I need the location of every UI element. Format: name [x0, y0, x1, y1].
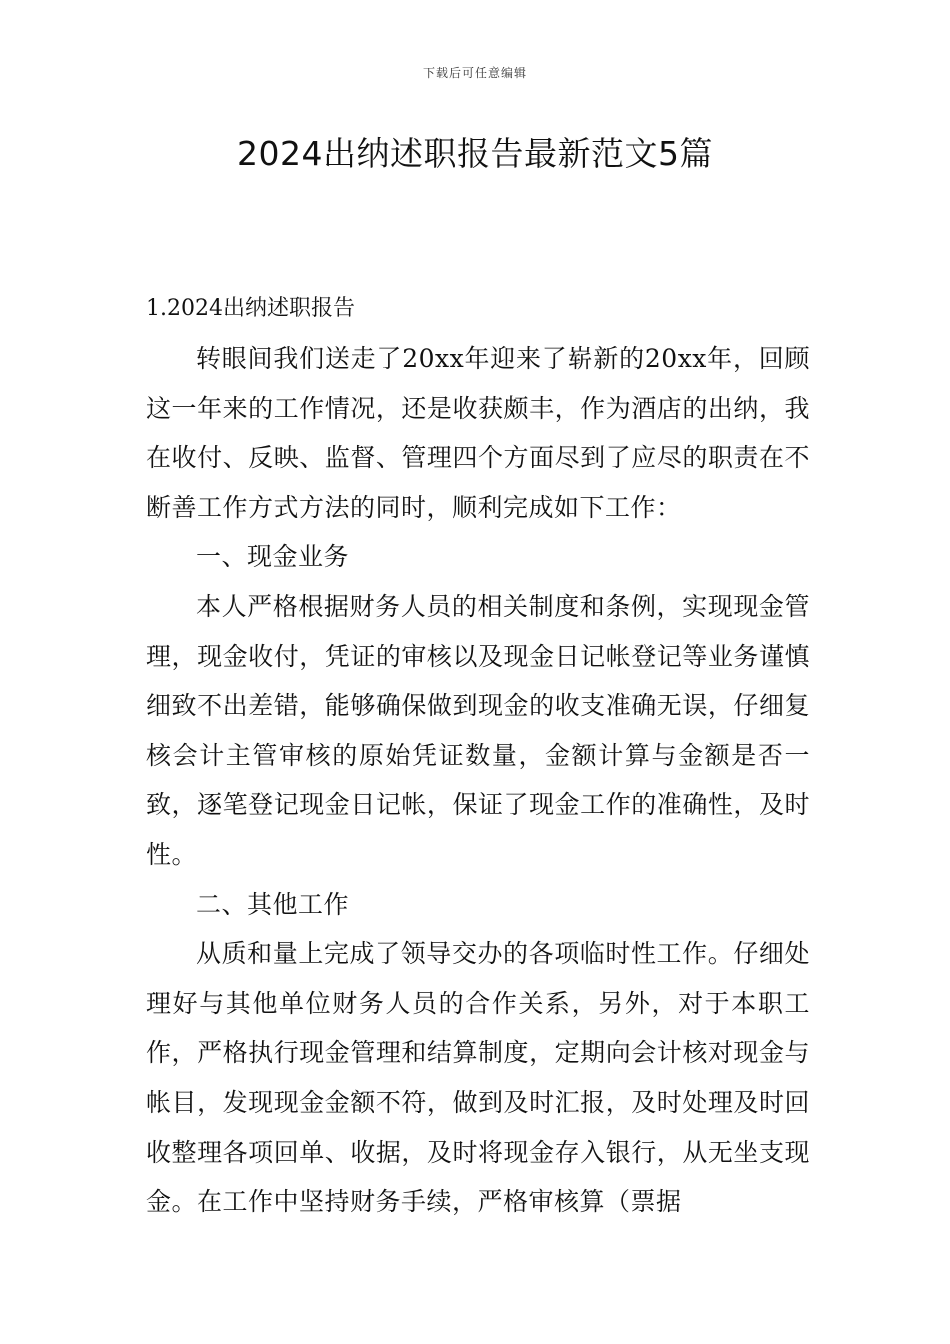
- subheading-other-work: 二、其他工作: [196, 889, 350, 919]
- subheading-cash-business: 一、现金业务: [196, 542, 350, 572]
- document-body: [146, 284, 810, 1227]
- header-note: 下载后可任意编辑: [422, 66, 527, 80]
- document-title: 2024出纳述职报告最新范文5篇: [237, 134, 713, 173]
- paragraph-cash-business: 本人严格根据财务人员的相关制度和条例，实现现金管理，现金收付，凭证的审核以及现金日记帐登记等业务谨慎细致不出差错，能够确保做到现金的收支准确无误，仔细复核会计主管审核的原始凭证数量，金额计算与金额是否一致，逐笔登记现金日记帐，保证了现金工作的准确性，及时性。: [146, 591, 810, 869]
- section-heading: 1.2024出纳述职报告: [146, 296, 355, 321]
- paragraph-intro: 转眼间我们送走了20xx年迎来了崭新的20xx年，回顾这一年来的工作情况，还是收获颇丰，作为酒店的出纳，我在收付、反映、监督、管理四个方面尽到了应尽的职责在不断善工作方式方法的同时，顺利完成如下工作：: [146, 344, 810, 522]
- paragraph-other-work: 从质和量上完成了领导交办的各项临时性工作。仔细处理好与其他单位财务人员的合作关系，另外，对于本职工作，严格执行现金管理和结算制度，定期向会计核对现金与帐目，发现现金金额不符，做到及时汇报，及时处理及时回收整理各项回单、收据，及时将现金存入银行，从无坐支现金。在工作中坚持财务手续，严格审核算（票据: [146, 939, 810, 1217]
